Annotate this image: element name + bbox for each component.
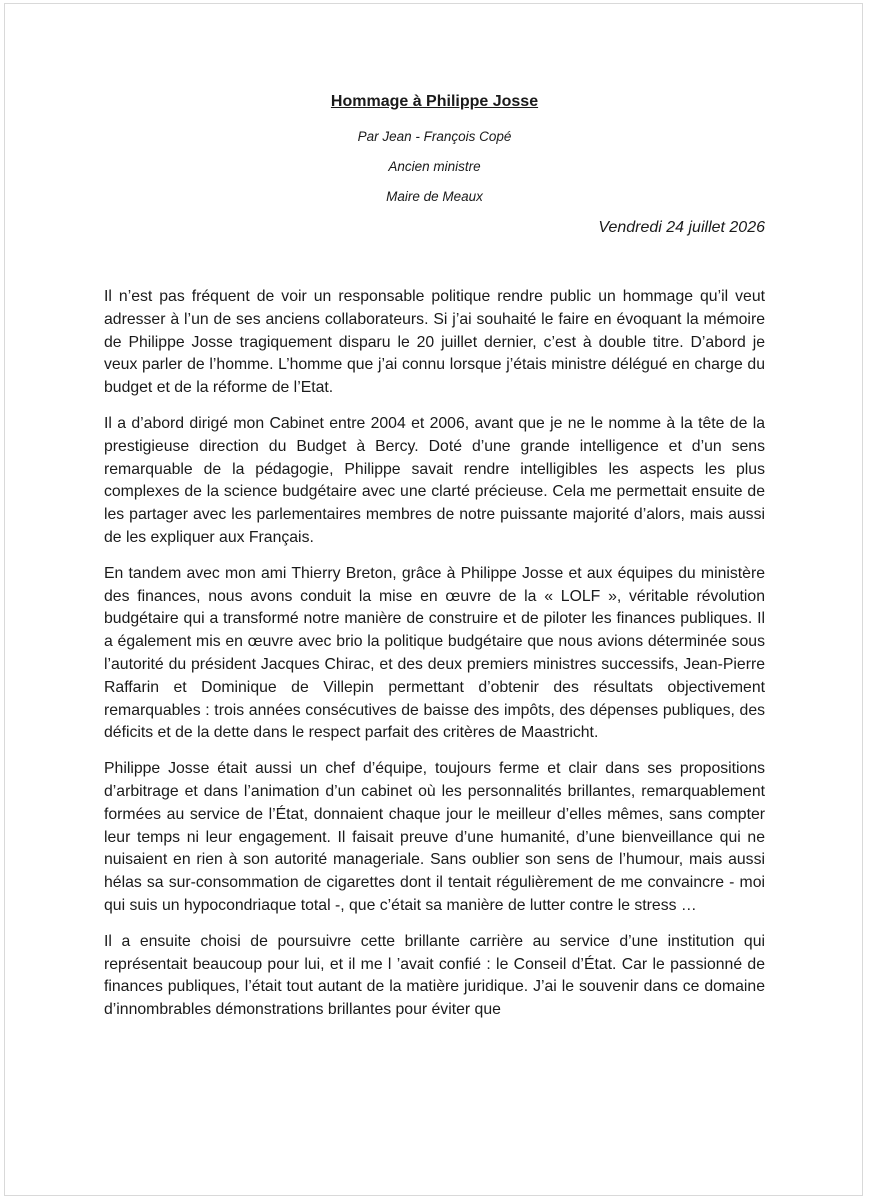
document-title: Hommage à Philippe Josse xyxy=(330,93,539,110)
paragraph: Il a d’abord dirigé mon Cabinet entre 2004 et 2006, avant que je ne le nomme à la tête de la prestigieuse direction du Budget à Bercy. Doté d’une grande intelligence et d’un sens remarquable de la pédagogie, Philippe savait rendre intelligibles les aspects les plus complexes de la science budgétaire avec une clarté précieuse. Cela me permettait ensuite de les partager avec les parlementaires membres de notre puissante majorité d’alors, mais aussi de les expliquer aux Français. xyxy=(104,414,765,546)
author-mayor-title: Maire de Meaux xyxy=(386,189,483,204)
author-role: Ancien ministre xyxy=(388,159,481,174)
document-body xyxy=(104,286,765,1035)
author-line: Par Jean - François Copé xyxy=(357,129,512,144)
paragraph: Il n’est pas fréquent de voir un responsable politique rendre public un hommage qu’il veut adresser à l’un de ses anciens collaborateurs. Si j’ai souhaité le faire en évoquant la mémoire de Philippe Josse tragiquement disparu le 20 juillet dernier, c’est à double titre. D’abord je veux parler de l’homme. L’homme que j’ai connu lorsque j’étais ministre délégué en charge du budget et de la réforme de l’Etat. xyxy=(104,288,765,397)
document-date: Vendredi 24 juillet 2026 xyxy=(598,219,765,236)
paragraph: En tandem avec mon ami Thierry Breton, grâce à Philippe Josse et aux équipes du ministère des finances, nous avons conduit la mise en œuvre de la « LOLF », véritable révolution budgétaire qui a transformé notre manière de construire et de piloter les finances publiques. Il a également mis en œuvre avec brio la politique budgétaire que nous avions déterminée sous l’autorité du président Jacques Chirac, et des deux premiers ministres successifs, Jean-Pierre Raffarin et Dominique de Villepin permettant d’obtenir des résultats objectivement remarquables : trois années consécutives de baisse des impôts, des dépenses publiques, des déficits et de la dette dans le respect parfait des critères de Maastricht. xyxy=(104,564,765,742)
paragraph: Philippe Josse était aussi un chef d’équipe, toujours ferme et clair dans ses propositions d’arbitrage et dans l’animation d’un cabinet où les personnalités brillantes, remarquablement formées au service de l’État, donnaient chaque jour le meilleur d’elles mêmes, sans compter leur temps ni leur engagement. Il faisait preuve d’une humanité, d’une bienveillance qui ne nuisaient en rien à son autorité manageriale. Sans oublier son sens de l’humour, mais aussi hélas sa sur-consommation de cigarettes dont il tentait régulièrement de me convaincre - moi qui suis un hypocondriaque total -, que c’était sa manière de lutter contre le stress … xyxy=(104,760,765,914)
paragraph: Il a ensuite choisi de poursuivre cette brillante carrière au service d’une institution qui représentait beaucoup pour lui, et il me l ’avait confié : le Conseil d’État. Car le passionné de finances publiques, l’était tout autant de la matière juridique. J’ai le souvenir dans ce domaine d’innombrables démonstrations brillantes pour éviter que xyxy=(104,932,765,1019)
